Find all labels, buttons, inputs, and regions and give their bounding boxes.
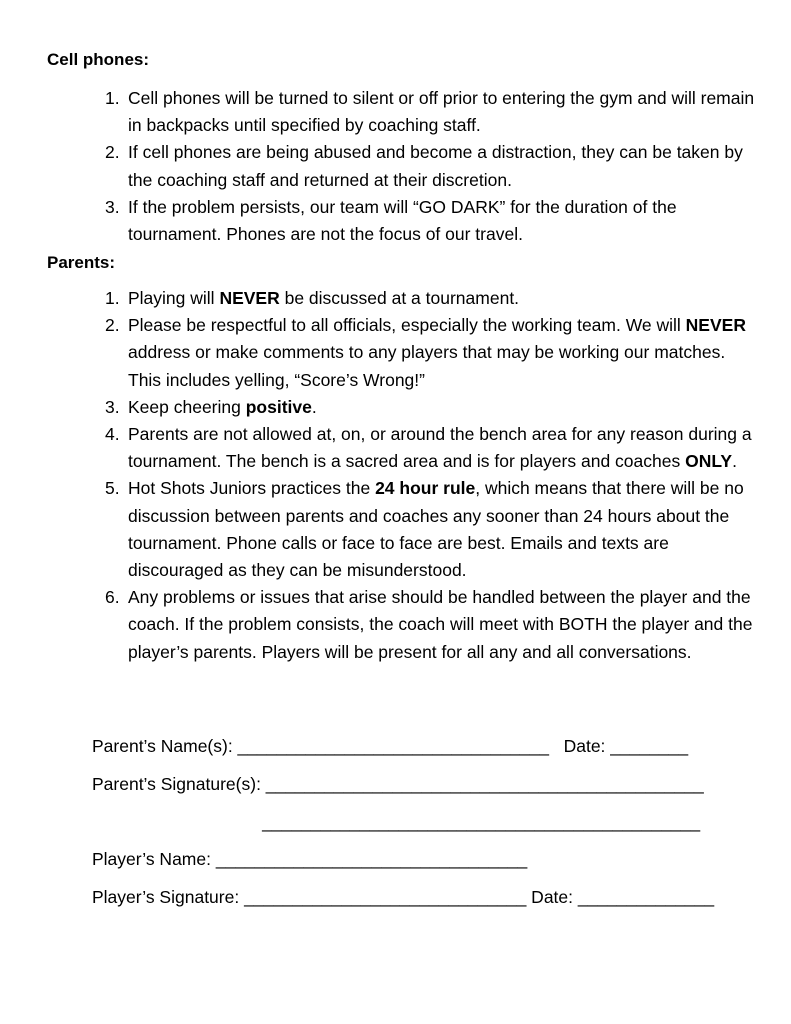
list-item [105, 285, 755, 312]
list-item-number: 4. [105, 424, 120, 445]
list-item [105, 584, 755, 666]
list-item-number: 3. [105, 396, 120, 417]
list-item-text: Parents are not allowed at, on, or around the bench area for any reason during a tournament. The bench is a sacred area and is for players and coaches [128, 424, 752, 472]
list-item [105, 394, 755, 421]
player-signature-date-line: Player’s Signature: _____________________________ Date: ______________ [92, 887, 715, 907]
list-item-text: Please be respectful to all officials, especially the working team. We will [128, 315, 686, 336]
parent-signature-second-line: _____________________________________________ [92, 812, 701, 832]
list-item-text: Cell phones will be turned to silent or off prior to entering the gym and will remain in backpacks until specified by coaching staff. [128, 88, 755, 136]
emphasized-text: positive [245, 396, 312, 417]
list-item-text: If cell phones are being abused and become a distraction, they can be taken by the coaching staff and returned at their discretion. [128, 142, 743, 190]
list-item-text: Keep cheering [128, 396, 246, 417]
parents-list [105, 285, 755, 666]
list-item-number: 1. [105, 88, 120, 108]
list-item-number: 1. [105, 288, 120, 308]
emphasized-text: NEVER [219, 288, 280, 308]
parents-heading: Parents: [47, 253, 116, 272]
list-item-text: be discussed at a tournament. [279, 288, 520, 308]
list-item-number: 3. [105, 196, 120, 217]
list-item-text: , which means that there will be no discussion between parents and coaches any sooner than 24 hours about the tournament. Phone calls or face to face are best. Emails and texts are discouraged as they can be misunderstood. [128, 478, 744, 581]
list-item [105, 421, 755, 475]
list-item-number: 2. [105, 142, 120, 163]
list-item-text: address or make comments to any players that may be working our matches. This includes yelling, “Score’s Wrong!” [128, 342, 726, 390]
list-item-number: 5. [105, 478, 120, 499]
list-item-text: If the problem persists, our team will “GO DARK” for the duration of the tournament. Phones are not the focus of our travel. [128, 196, 677, 245]
parent-signature-line: Parent’s Signature(s): _____________________________________________ [92, 774, 704, 794]
list-item [105, 85, 755, 139]
cell-phones-list [105, 85, 755, 248]
list-item-text: Hot Shots Juniors practices the [128, 478, 376, 499]
list-item-number: 2. [105, 315, 120, 336]
list-item-number: 6. [105, 587, 120, 608]
list-item [105, 312, 755, 394]
emphasized-text: 24 hour rule [375, 478, 476, 499]
list-item-text: . [732, 451, 737, 472]
parent-name-date-line: Parent’s Name(s): ________________________________ Date: ________ [92, 736, 689, 756]
emphasized-text: NEVER [685, 315, 746, 336]
list-item [105, 475, 755, 584]
list-item [105, 194, 755, 248]
list-item-text: . [311, 396, 317, 417]
list-item [105, 139, 755, 193]
list-item-text: Playing will [128, 288, 220, 308]
player-name-line: Player’s Name: ________________________________ [92, 849, 528, 869]
emphasized-text: ONLY [685, 451, 733, 472]
cell-phones-heading: Cell phones: [47, 50, 150, 69]
list-item-text: Any problems or issues that arise should be handled between the player and the coach. If the problem consists, the coach will meet with BOTH the player and the player’s parents. Players will be present for all any and all conversations. [128, 587, 753, 662]
